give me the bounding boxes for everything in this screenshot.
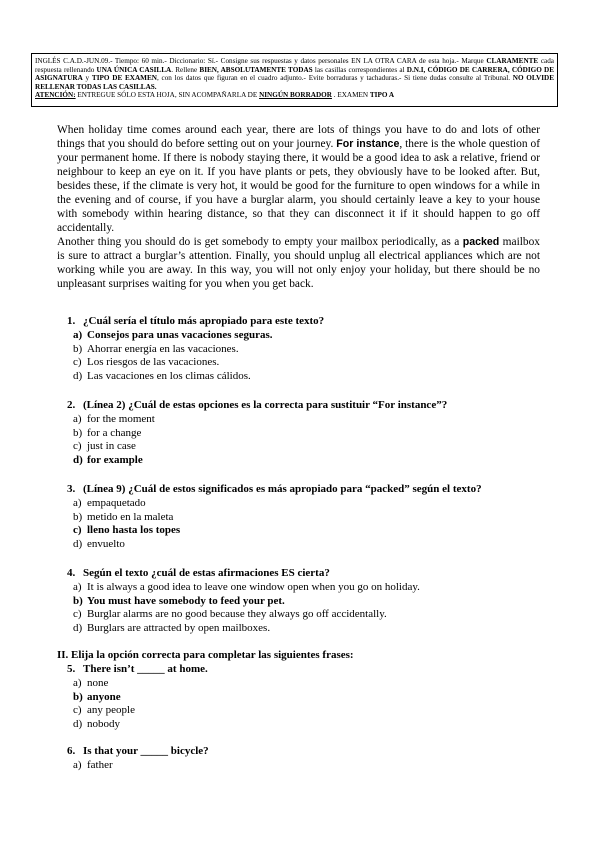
instructions-text: . Rellene: [171, 65, 200, 74]
option-text: It is always a good idea to leave one window open when you go on holiday.: [87, 580, 420, 593]
option-text: Burglars are attracted by open mailboxes.: [87, 622, 271, 635]
answer-option: [57, 622, 540, 636]
option-letter: a): [73, 676, 82, 689]
instructions-text: INGLÉS C.A.D.-JUN.09.- Tiempo: 60 min.- Diccionario: Sí.- Consigne sus respuestas y datos personales EN LA OTRA CARA de esta hoja.- Marque: [35, 57, 487, 65]
option-text: lleno hasta los topes: [87, 524, 181, 537]
instructions-text: cada respuesta rellenando: [35, 57, 554, 74]
answer-option: [57, 608, 540, 622]
option-letter: b): [73, 594, 83, 607]
answer-option: [57, 329, 540, 343]
question-text: ¿Cuál sería el título más apropiado para este texto?: [83, 315, 325, 327]
answer-option: [57, 759, 540, 773]
option-letter: b): [73, 342, 83, 355]
answer-option: [57, 356, 540, 370]
option-text: Las vacaciones en los climas cálidos.: [87, 370, 251, 383]
passage-text: Another thing you should do is get somebody to empty your mailbox periodically, as a: [57, 236, 463, 248]
option-letter: a): [73, 328, 83, 341]
option-text: empaquetado: [87, 496, 146, 509]
option-text: Burglar alarms are no good because they always go off accidentally.: [87, 608, 387, 621]
option-letter: c): [73, 440, 82, 453]
question-stem: [57, 663, 540, 677]
highlighted-word: packed: [462, 236, 500, 248]
option-text: for a change: [87, 426, 142, 439]
question-2: [57, 399, 540, 468]
passage-paragraph-1: [57, 123, 540, 235]
question-text: Is that your _____ bicycle?: [83, 745, 209, 757]
highlighted-phrase: For instance: [336, 138, 400, 150]
question-stem: [57, 399, 540, 413]
option-text: envuelto: [87, 538, 125, 551]
option-text: Consejos para unas vacaciones seguras.: [87, 328, 273, 341]
option-text: You must have somebody to feed your pet.: [87, 594, 285, 607]
question-text: There isn’t _____ at home.: [83, 663, 208, 675]
question-1: [57, 315, 540, 384]
option-letter: d): [73, 538, 83, 551]
reading-passage: [57, 123, 540, 291]
option-letter: a): [73, 580, 82, 593]
answer-option: [57, 677, 540, 691]
no-draft-emphasis: NINGÚN BORRADOR: [259, 91, 332, 100]
question-text: (Línea 9) ¿Cuál de estos significados es más apropiado para “packed” según el texto?: [83, 483, 482, 495]
option-letter: c): [73, 704, 82, 717]
option-text: metido en la maleta: [87, 510, 174, 523]
option-text: father: [87, 758, 113, 771]
option-letter: a): [73, 412, 82, 425]
option-letter: d): [73, 370, 83, 383]
question-4: [57, 567, 540, 636]
question-6: [57, 745, 540, 773]
option-text: anyone: [87, 690, 121, 703]
question-number: 3.: [67, 483, 76, 495]
instructions-text: , con los datos que figuran en el cuadro adjunto.- Evite borraduras y tachaduras.- Si tiene dudas consulte al Tribunal.: [156, 74, 513, 83]
option-letter: c): [73, 356, 82, 369]
option-letter: d): [73, 454, 83, 467]
answer-option: [57, 691, 540, 705]
section-2-title: II. Elija la opción correcta para completar las siguientes frases:: [57, 649, 354, 661]
answer-option: [57, 718, 540, 732]
answer-option: [57, 370, 540, 384]
option-text: none: [87, 676, 109, 689]
answer-option: [57, 538, 540, 552]
answer-option: [57, 704, 540, 718]
instructions-text: las casillas correspondientes al: [312, 65, 407, 74]
answer-option: [57, 343, 540, 357]
question-text: Según el texto ¿cuál de estas afirmaciones ES cierta?: [83, 567, 330, 579]
instructions-emphasis: D.N.I, CÓDIGO DE CARRERA, CÓDIGO DE ASIGNATURA: [35, 65, 555, 83]
instructions-emphasis: TIPO DE EXAMEN: [91, 74, 157, 83]
attention-label: ATENCIÓN:: [35, 91, 76, 100]
answer-option: [57, 440, 540, 454]
instructions-emphasis: UNA ÚNICA CASILLA: [96, 65, 172, 74]
passage-text: When holiday time comes around each year, there are lots of things you have to do and lots of other things that you should do before setting out on your journey.: [57, 124, 540, 150]
option-letter: d): [73, 622, 83, 635]
option-letter: a): [73, 496, 82, 509]
option-text: Ahorrar energía en las vacaciones.: [87, 342, 239, 355]
instructions-emphasis: BIEN, ABSOLUTAMENTE TODAS: [199, 65, 313, 74]
question-stem: [57, 315, 540, 329]
option-text: Los riesgos de las vacaciones.: [87, 356, 220, 369]
attention-text: ENTREGUE SÓLO ESTA HOJA, SIN ACOMPAÑARLA DE: [75, 91, 260, 100]
question-stem: [57, 745, 540, 759]
option-letter: b): [73, 426, 83, 439]
question-number: 5.: [67, 663, 76, 675]
option-text: for example: [87, 454, 143, 467]
instructions-text: y: [82, 74, 92, 83]
question-stem: [57, 567, 540, 581]
question-text: (Línea 2) ¿Cuál de estas opciones es la correcta para sustituir “For instance”?: [83, 399, 448, 411]
option-letter: d): [73, 718, 83, 731]
answer-option: [57, 454, 540, 468]
option-text: for the moment: [87, 412, 155, 425]
answer-option: [57, 511, 540, 525]
exam-type-value: TIPO A: [369, 91, 395, 100]
question-number: 6.: [67, 745, 76, 757]
option-letter: b): [73, 690, 83, 703]
answer-option: [57, 581, 540, 595]
question-3: [57, 483, 540, 552]
answer-option: [57, 427, 540, 441]
option-letter: b): [73, 510, 83, 523]
passage-text: mailbox is sure to attract a burglar’s attention. Finally, you should unplug all electrical appliances which are not working while you are away. In this way, you will not only enjoy your holiday, but there should be no unpleasant surprises waiting for you when you get back.: [57, 236, 540, 290]
instructions-emphasis: NO OLVIDE RELLENAR TODAS LAS CASILLAS.: [35, 74, 555, 91]
instructions-emphasis: CLARAMENTE: [486, 57, 539, 65]
answer-option: [57, 497, 540, 511]
question-number: 2.: [67, 399, 76, 411]
passage-text: , there is the whole question of your permanent home. If there is nobody staying there, it would be a good idea to ask a relative, friend or neighbour to keep an eye on it. If you have plants or pets, they obviously have to be looked after. But, besides these, if the climate is very hot, it would be good for the furniture to open windows for a while in the evening and of course, if you have a burglar alarm, you should certainly leave a key to your house with somebody within hearing distance, so that they can disconnect it if it should happen to go off accidentally.: [57, 138, 541, 234]
question-number: 1.: [67, 315, 76, 327]
question-number: 4.: [67, 567, 76, 579]
exam-instructions-box: [31, 53, 558, 107]
answer-option: [57, 413, 540, 427]
option-text: just in case: [87, 440, 136, 453]
option-letter: a): [73, 758, 82, 771]
option-letter: c): [73, 524, 82, 537]
option-letter: c): [73, 608, 82, 621]
attention-line: [35, 91, 554, 100]
question-stem: [57, 483, 540, 497]
option-text: any people: [87, 704, 135, 717]
passage-paragraph-2: [57, 235, 540, 291]
exam-type-label: . EXAMEN: [331, 91, 370, 100]
question-5: [57, 663, 540, 732]
answer-option: [57, 524, 540, 538]
option-text: nobody: [87, 718, 120, 731]
answer-option: [57, 595, 540, 609]
